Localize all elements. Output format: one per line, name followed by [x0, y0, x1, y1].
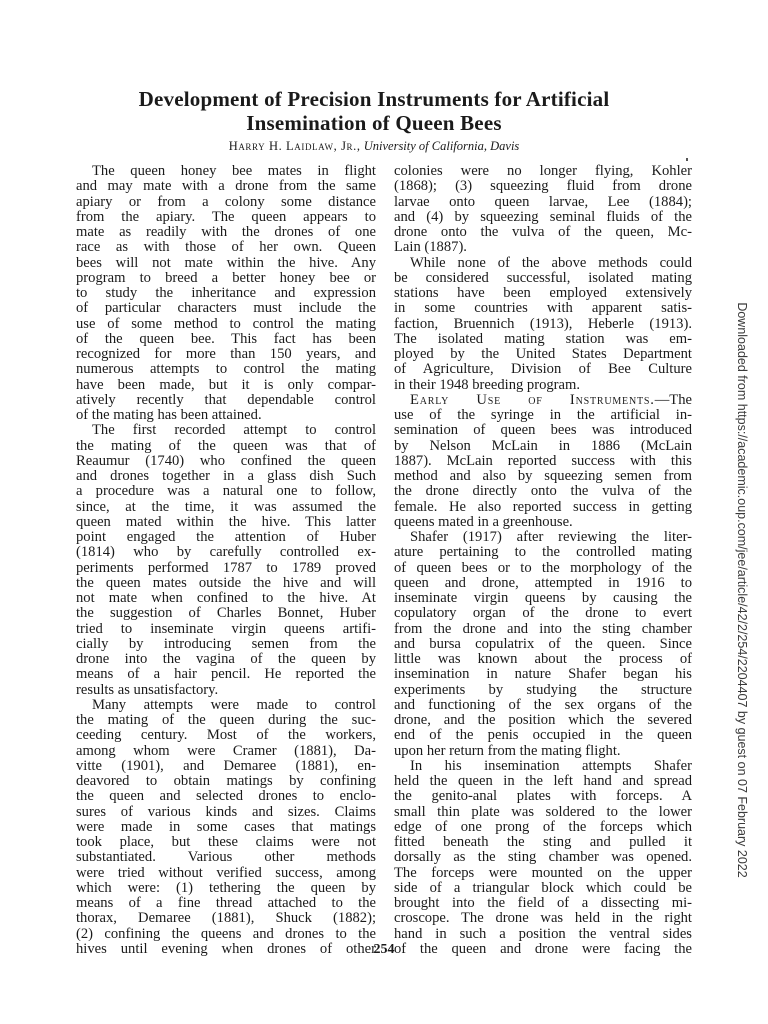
- print-mark: [686, 158, 688, 161]
- text-line: means of a fine thread attached to the: [76, 895, 376, 911]
- download-watermark: Downloaded from https://academic.oup.com/jee/article/42/2/254/2204407 by guest on 07 February 2022: [735, 302, 749, 878]
- text-line: point engaged the attention of Huber: [76, 529, 376, 545]
- text-line: be considered successful, isolated mating: [394, 269, 692, 286]
- text-line: which were: (1) tethering the queen by: [76, 879, 376, 896]
- text-line: to study the inheritance and expression: [76, 285, 376, 301]
- text-line: not mate when confined to the hive. At: [76, 590, 376, 606]
- text-line: larvae onto queen larvae, Lee (1884);: [394, 193, 692, 210]
- text-line: croscope. The drone was held in the right: [394, 910, 692, 927]
- text-line: dorsally as the sting chamber was opened.: [394, 849, 692, 866]
- text-line: inseminate virgin queens by causing the: [394, 590, 692, 606]
- text-line: hand in such a position the ventral sides: [394, 925, 692, 942]
- text-line: end of the penis occupied in the queen: [394, 727, 692, 744]
- text-line: The queen honey bee mates in flight: [92, 163, 376, 179]
- text-line: faction, Bruennich (1913), Heberle (1913).: [394, 315, 692, 332]
- text-line: tried to inseminate virgin queens artifi-: [76, 620, 376, 637]
- text-line: race as with those of her own. Queen: [76, 239, 376, 256]
- text-line: mate as readily with the drones of one: [76, 224, 376, 240]
- text-line: drone, and the position which the severed: [394, 712, 692, 728]
- author-affiliation: University of California, Davis: [363, 139, 520, 153]
- text-line: held the queen in the left hand and spread: [394, 773, 692, 789]
- text-line: semination of queen bees was introduced: [394, 422, 692, 439]
- text-line: numerous attempts to control the mating: [76, 361, 376, 378]
- text-line: (2) confining the queens and drones to the: [76, 925, 376, 942]
- text-line: bees will not mate within the hive. Any: [76, 254, 376, 271]
- text-line: thorax, Demaree (1881), Shuck (1882);: [76, 910, 376, 927]
- text-line: queen and drone, attempted in 1916 to: [394, 574, 692, 591]
- text-line: and functioning of the sex organs of the: [394, 696, 692, 713]
- text-line: the mating of the queen during the suc-: [76, 712, 376, 728]
- text-line: took place, but these claims were not: [76, 834, 376, 850]
- text-line: the queen mates outside the hive and will: [76, 574, 376, 591]
- text-line: substantiated. Various other methods: [76, 849, 376, 866]
- article-title-line-2: Insemination of Queen Bees: [246, 111, 502, 135]
- text-line: apiary or from a colony some distance: [76, 193, 376, 210]
- text-line: In his insemination attempts Shafer: [410, 757, 692, 774]
- text-line: stations have been employed extensively: [394, 285, 692, 301]
- text-line: experiments by studying the structure: [394, 681, 692, 698]
- text-line: the genito-anal plates with forceps. A: [394, 788, 692, 805]
- text-line: among whom were Cramer (1881), Da-: [76, 742, 376, 759]
- text-line: a procedure was a natural one to follow,: [76, 483, 376, 500]
- article-title-line-1: Development of Precision Instruments for Artificial: [138, 87, 610, 111]
- text-line: in their 1948 breeding program.: [394, 376, 581, 393]
- text-line: use of some method to control the mating: [76, 315, 376, 332]
- text-line: Reaumur (1740) who confined the queen: [76, 452, 376, 469]
- text-line: little was known about the process of: [394, 651, 692, 667]
- text-line: female. He also reported success in getting: [394, 498, 692, 515]
- text-line: queen mated within the hive. This latter: [76, 513, 376, 530]
- text-line: While none of the above methods could: [410, 254, 692, 271]
- text-line: (1814) who by carefully controlled ex-: [76, 544, 376, 561]
- text-line: the drone directly onto the vulva of the: [394, 483, 692, 500]
- text-line: hives until evening when drones of other: [76, 940, 376, 957]
- text-line: Shafer (1917) after reviewing the liter-: [410, 529, 692, 545]
- text-line: colonies were no longer flying, Kohler: [394, 163, 692, 179]
- text-line: copulatory organ of the drone to evert: [394, 605, 692, 622]
- text-line: since, at the time, it was assumed the: [76, 498, 376, 515]
- text-line: cially by introducing semen from the: [76, 635, 376, 652]
- text-line: from the apiary. The queen appears to: [76, 208, 376, 225]
- text-line: drone into the vagina of the queen by: [76, 651, 376, 667]
- text-line: and (4) by squeezing seminal fluids of the: [394, 208, 692, 225]
- text-line: means of a hair pencil. He reported the: [76, 666, 376, 683]
- text-line: drone onto the vulva of the queen, Mc-: [394, 224, 692, 240]
- section-heading: Early Use of Instruments.: [410, 391, 655, 408]
- text-line: have been made, but it is only compar-: [76, 376, 376, 393]
- text-line: of queen bees or to the morphology of the: [394, 559, 692, 576]
- text-line: of particular characters must include the: [76, 300, 376, 317]
- text-line: side of a triangular block which could be: [394, 879, 692, 896]
- text-line: insemination in nature Shafer began his: [394, 666, 692, 683]
- text-line: the mating of the queen was that of: [76, 437, 376, 454]
- text-line: and bursa copulatrix of the queen. Since: [394, 635, 692, 652]
- text-line: sures of various kinds and sizes. Claims: [76, 803, 376, 820]
- text-line: small thin plate was soldered to the lower: [394, 803, 692, 820]
- text-line: periments performed 1787 to 1789 proved: [76, 559, 376, 576]
- text-line: of Agriculture, Division of Bee Culture: [394, 361, 692, 378]
- text-line: program to breed a better honey bee or: [76, 269, 376, 286]
- text-line: Many attempts were made to control: [92, 696, 376, 713]
- text-line: deavored to obtain matings by confining: [76, 773, 376, 789]
- text-line: atively recently that dependable control: [76, 391, 376, 408]
- text-line: The isolated mating station was em-: [394, 330, 692, 347]
- left-column: [76, 164, 376, 957]
- text-line: by Nelson McLain in 1886 (McLain: [394, 437, 692, 454]
- text-line: the queen and selected drones to enclo-: [76, 788, 376, 805]
- page-number: 254: [373, 942, 395, 957]
- text-line: results as unsatisfactory.: [76, 681, 219, 698]
- text-line: edge of one prong of the forceps which: [394, 818, 692, 835]
- text-line: the suggestion of Charles Bonnet, Huber: [76, 605, 376, 622]
- text-line: from the drone and into the sting chamber: [394, 620, 692, 637]
- text-line: (1868); (3) squeezing fluid from drone: [394, 178, 692, 195]
- right-column: [394, 164, 692, 957]
- text-line: in some countries with apparent satis-: [394, 300, 692, 317]
- text-line: The first recorded attempt to control: [92, 422, 376, 439]
- text-line: and may mate with a drone from the same: [76, 178, 376, 195]
- text-line: of the mating has been attained.: [76, 407, 262, 423]
- text-line: The forceps were mounted on the upper: [394, 864, 692, 881]
- text-line: 1887). McLain reported success with this: [394, 452, 692, 469]
- text-line: method and also by squeezing semen from: [394, 468, 692, 484]
- text-line: ceeding century. Most of the workers,: [76, 727, 376, 744]
- text-line: Lain (1887).: [394, 239, 467, 256]
- text-line: ature pertaining to the controlled mating: [394, 544, 692, 561]
- text-line: recognized for more than 150 years, and: [76, 346, 376, 362]
- text-line: vitte (1901), and Demaree (1881), en-: [76, 757, 376, 774]
- text-line: ployed by the United States Department: [394, 346, 692, 362]
- text-line: use of the syringe in the artificial in-: [394, 407, 692, 423]
- byline: [40, 139, 708, 153]
- author-name: Harry H. Laidlaw, Jr.,: [228, 139, 361, 153]
- text-line: of the queen bee. This fact has been: [76, 330, 376, 347]
- text-line: upon her return from the mating flight.: [394, 742, 621, 759]
- text-line: of the queen and drone were facing the: [394, 940, 692, 957]
- text-line: and drones together in a glass dish Such: [76, 468, 376, 484]
- text-line: fitted beneath the sting and pulled it: [394, 834, 692, 850]
- text-line: were made in some cases that matings: [76, 818, 376, 835]
- text-line: brought into the field of a dissecting mi-: [394, 895, 692, 911]
- text-line: Early Use of Instruments.—The: [410, 391, 692, 408]
- text-line: were tried without verified success, among: [76, 864, 376, 881]
- text-line: queens mated in a greenhouse.: [394, 513, 573, 530]
